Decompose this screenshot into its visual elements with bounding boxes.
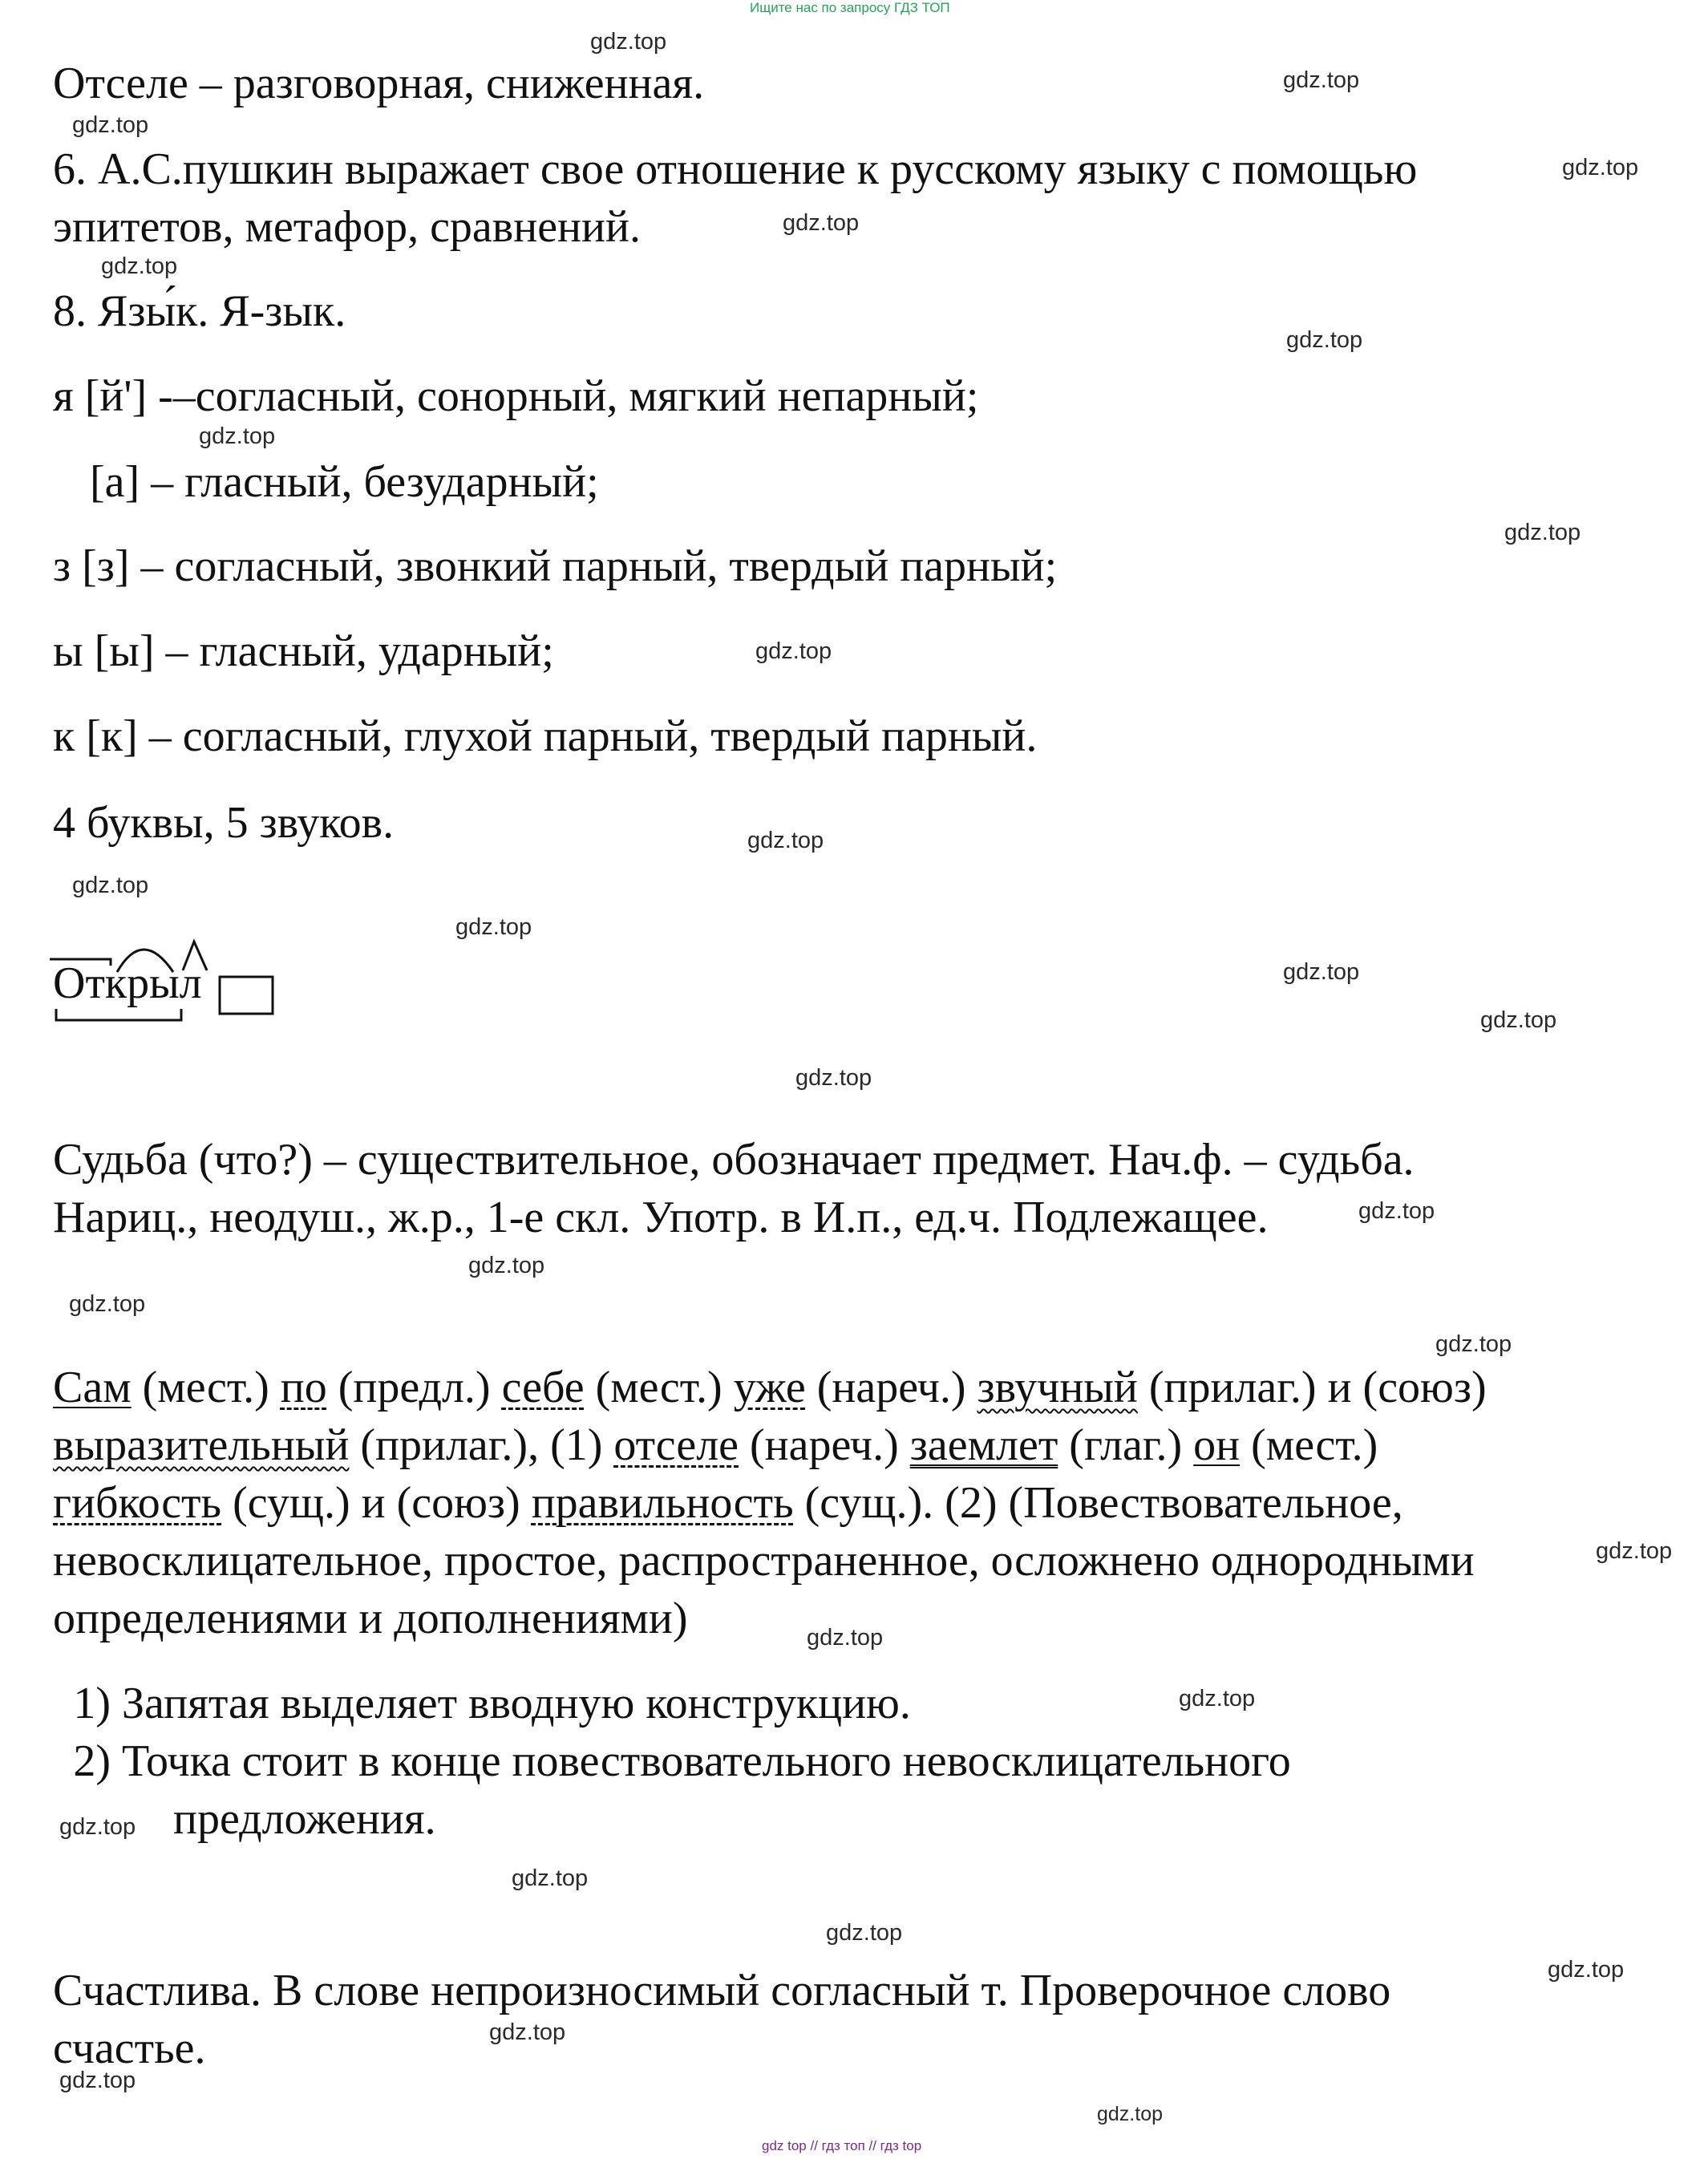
watermark: gdz.top	[1097, 2103, 1164, 2125]
text-line: к [к] – согласный, глухой парный, твердый парный.	[53, 711, 1038, 761]
text-line: 4 буквы, 5 звуков.	[53, 798, 395, 848]
watermark: gdz.top	[1283, 959, 1360, 985]
watermark: gdz.top	[807, 1625, 884, 1651]
pos-tag: (прилаг.), (1)	[349, 1420, 614, 1470]
text-line: з [з] – согласный, звонкий парный, твердый парный;	[53, 541, 1058, 591]
object-word: гибкость	[53, 1478, 222, 1528]
text-line: счастье.	[53, 2023, 206, 2073]
text-line: 6. А.С.пушкин выражает свое отношение к русскому языку с помощью	[53, 144, 1418, 194]
watermark: gdz.top	[512, 1865, 589, 1891]
parse-line	[53, 1416, 1378, 1474]
watermark: gdz.top	[489, 2019, 566, 2045]
pos-tag: (прилаг.) и (союз)	[1137, 1363, 1487, 1412]
adverbial-word: по	[280, 1363, 327, 1412]
text-line: Счастлива. В слове непроизносимый согласный т. Проверочное слово	[53, 1966, 1391, 2015]
adverbial-word: себе	[501, 1363, 585, 1412]
pos-tag: (нареч.)	[739, 1420, 910, 1470]
text-line: Судьба (что?) – существительное, обозначает предмет. Нач.ф. – судьба.	[53, 1135, 1415, 1185]
text-line: Нариц., неодуш., ж.р., 1-е скл. Употр. в И.п., ед.ч. Подлежащее.	[53, 1193, 1269, 1242]
watermark: gdz.top	[1283, 67, 1360, 93]
watermark: gdz.top	[72, 112, 149, 138]
text-line: 8. Язы́к. Я-зык.	[53, 286, 346, 336]
watermark: gdz.top	[1435, 1331, 1512, 1357]
watermark: gdz.top	[755, 638, 832, 664]
watermark: gdz.top	[468, 1253, 545, 1278]
attribute-word: звучный	[977, 1363, 1138, 1412]
watermark: gdz.top	[1562, 155, 1639, 180]
watermark: gdz.top	[1358, 1198, 1435, 1224]
watermark: gdz.top	[1548, 1957, 1625, 1983]
footer-watermark: gdz top // гдз топ // гдз top	[762, 2138, 922, 2153]
morpheme-diagram	[48, 930, 305, 1035]
pos-tag: (мест.)	[131, 1363, 281, 1412]
watermark: gdz.top	[72, 873, 149, 898]
watermark: gdz.top	[69, 1291, 146, 1317]
watermark: gdz.top	[455, 914, 532, 940]
pos-tag: (мест.)	[1240, 1420, 1378, 1470]
ending-box	[220, 977, 273, 1014]
pos-tag: (мест.)	[584, 1363, 734, 1412]
pos-tag: (сущ.). (2) (Повествовательное,	[793, 1478, 1403, 1528]
text-line: [а] – гласный, безударный;	[90, 457, 599, 507]
watermark: gdz.top	[590, 29, 667, 55]
watermark: gdz.top	[199, 423, 276, 449]
watermark: gdz.top	[1179, 1686, 1256, 1711]
text-line: определениями и дополнениями)	[53, 1594, 688, 1643]
watermark: gdz.top	[1596, 1538, 1673, 1564]
list-number: 1)	[73, 1679, 111, 1728]
list-item-continuation: предложения.	[173, 1794, 436, 1844]
list-number: 2)	[73, 1736, 111, 1786]
watermark: gdz.top	[1286, 327, 1363, 353]
attribute-word: выразительный	[53, 1420, 350, 1470]
list-item	[53, 1675, 911, 1732]
watermark: gdz.top	[59, 1814, 136, 1840]
subject-word: Сам	[53, 1363, 132, 1412]
text-line: эпитетов, метафор, сравнений.	[53, 202, 641, 252]
subject-word: он	[1193, 1420, 1241, 1470]
watermark: gdz.top	[1480, 1007, 1557, 1033]
watermark: gdz.top	[783, 210, 860, 236]
watermark: gdz.top	[1504, 520, 1581, 545]
watermark: gdz.top	[795, 1065, 872, 1091]
list-text: Запятая выделяет вводную конструкцию.	[122, 1679, 911, 1728]
watermark: gdz.top	[747, 828, 824, 853]
text-line: ы [ы] – гласный, ударный;	[53, 626, 554, 676]
predicate-word: заемлет	[909, 1420, 1058, 1470]
watermark: gdz.top	[826, 1920, 903, 1946]
search-notice: Ищите нас по запросу ГДЗ ТОП	[750, 0, 950, 15]
pos-tag: (нареч.)	[805, 1363, 977, 1412]
watermark: gdz.top	[101, 253, 178, 279]
watermark: gdz.top	[59, 2068, 136, 2093]
adverbial-word: отселе	[613, 1420, 739, 1470]
pos-tag: (глаг.)	[1058, 1420, 1194, 1470]
list-text: Точка стоит в конце повествовательного невосклицательного	[122, 1736, 1291, 1786]
text-line: невосклицательное, простое, распространенное, осложнено однородными	[53, 1536, 1475, 1586]
morph-word: Открыл	[53, 958, 202, 1008]
text-line: Отселе – разговорная, сниженная.	[53, 59, 705, 108]
list-item	[53, 1732, 1291, 1790]
adverbial-word: уже	[733, 1363, 806, 1412]
pos-tag: (предл.)	[326, 1363, 502, 1412]
parse-line	[53, 1474, 1403, 1532]
text-line: я [й'] -–согласный, сонорный, мягкий непарный;	[53, 371, 979, 421]
parse-line	[53, 1359, 1487, 1416]
pos-tag: (сущ.) и (союз)	[221, 1478, 532, 1528]
object-word: правильность	[531, 1478, 794, 1528]
